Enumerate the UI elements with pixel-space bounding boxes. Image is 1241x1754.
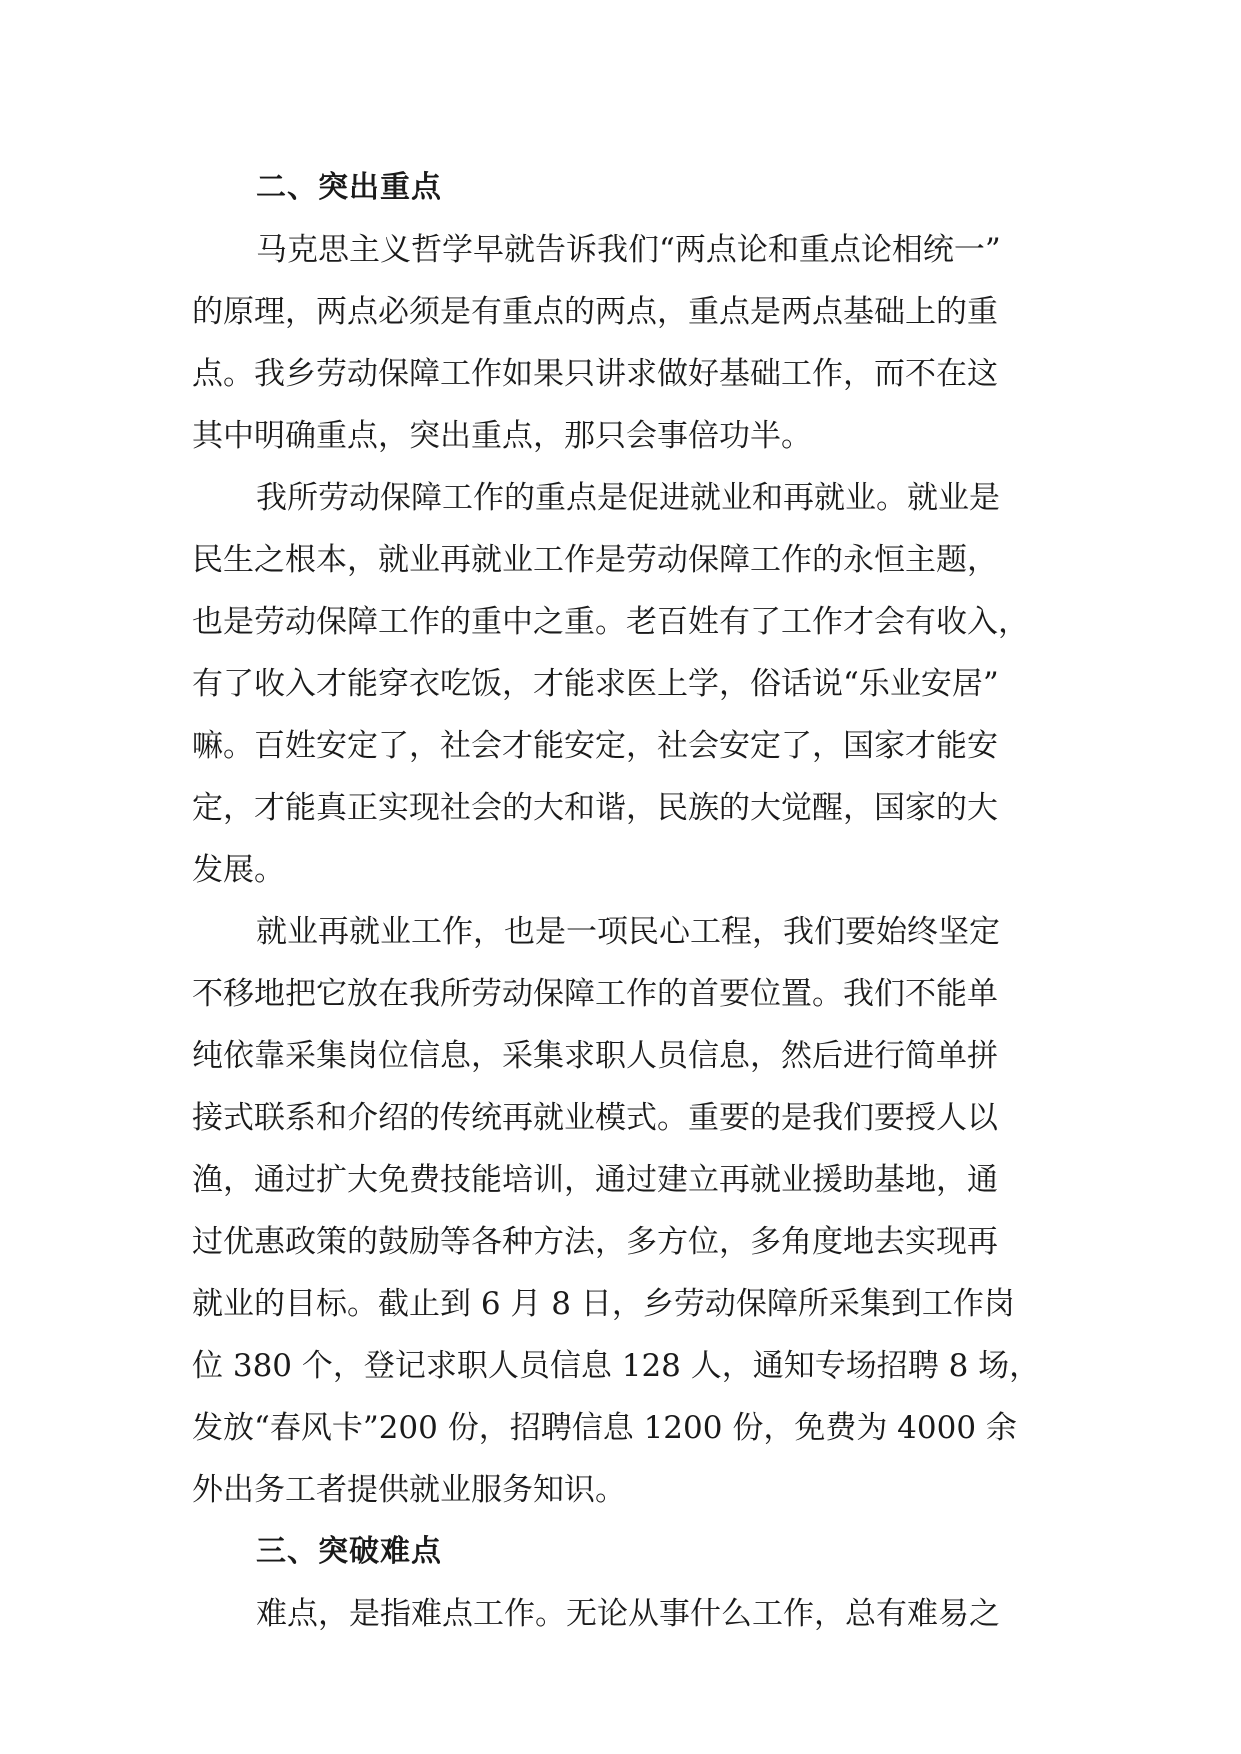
paragraph-reemployment-project bbox=[192, 901, 1054, 1521]
text-line: 纯依靠采集岗位信息，采集求职人员信息，然后进行简单拼 bbox=[192, 1038, 998, 1074]
text-line: 发展。 bbox=[192, 852, 285, 888]
text-line: 难点，是指难点工作。无论从事什么工作，总有难易之 bbox=[256, 1596, 1000, 1632]
text-line: 也是劳动保障工作的重中之重。老百姓有了工作才会有收入， bbox=[192, 604, 1029, 640]
text-line: 我所劳动保障工作的重点是促进就业和再就业。就业是 bbox=[256, 480, 1000, 516]
text-line: 位 380 个，登记求职人员信息 128 人，通知专场招聘 8 场， bbox=[192, 1348, 1041, 1384]
text-line: 渔，通过扩大免费技能培训，通过建立再就业援助基地，通 bbox=[192, 1162, 998, 1198]
document-page bbox=[192, 157, 1054, 1645]
text-line: 就业再就业工作，也是一项民心工程，我们要始终坚定 bbox=[256, 914, 1000, 950]
text-line: 发放“春风卡”200 份，招聘信息 1200 份，免费为 4000 余 bbox=[192, 1410, 1017, 1446]
section-heading-2: 二、突出重点 bbox=[256, 170, 442, 205]
text-line: 的原理，两点必须是有重点的两点，重点是两点基础上的重 bbox=[192, 294, 998, 330]
text-line: 过优惠政策的鼓励等各种方法，多方位，多角度地去实现再 bbox=[192, 1224, 998, 1260]
text-line: 嘛。百姓安定了，社会才能安定，社会安定了，国家才能安 bbox=[192, 728, 998, 764]
text-line: 点。我乡劳动保障工作如果只讲求做好基础工作，而不在这 bbox=[192, 356, 998, 392]
paragraph-employment-focus bbox=[192, 467, 1054, 901]
text-line: 就业的目标。截止到 6 月 8 日，乡劳动保障所采集到工作岗 bbox=[192, 1286, 1015, 1322]
text-line: 不移地把它放在我所劳动保障工作的首要位置。我们不能单 bbox=[192, 976, 998, 1012]
text-line: 定，才能真正实现社会的大和谐，民族的大觉醒，国家的大 bbox=[192, 790, 998, 826]
text-line: 其中明确重点，突出重点，那只会事倍功半。 bbox=[192, 418, 812, 454]
text-line: 马克思主义哲学早就告诉我们“两点论和重点论相统一” bbox=[256, 232, 1001, 268]
paragraph-difficulties bbox=[192, 1583, 1054, 1645]
section-heading-3: 三、突破难点 bbox=[256, 1534, 442, 1569]
text-line: 接式联系和介绍的传统再就业模式。重要的是我们要授人以 bbox=[192, 1100, 998, 1136]
text-line: 外出务工者提供就业服务知识。 bbox=[192, 1472, 626, 1508]
text-line: 民生之根本，就业再就业工作是劳动保障工作的永恒主题， bbox=[192, 542, 998, 578]
paragraph-principle bbox=[192, 219, 1054, 467]
text-line: 有了收入才能穿衣吃饭，才能求医上学，俗话说“乐业安居” bbox=[192, 666, 999, 702]
